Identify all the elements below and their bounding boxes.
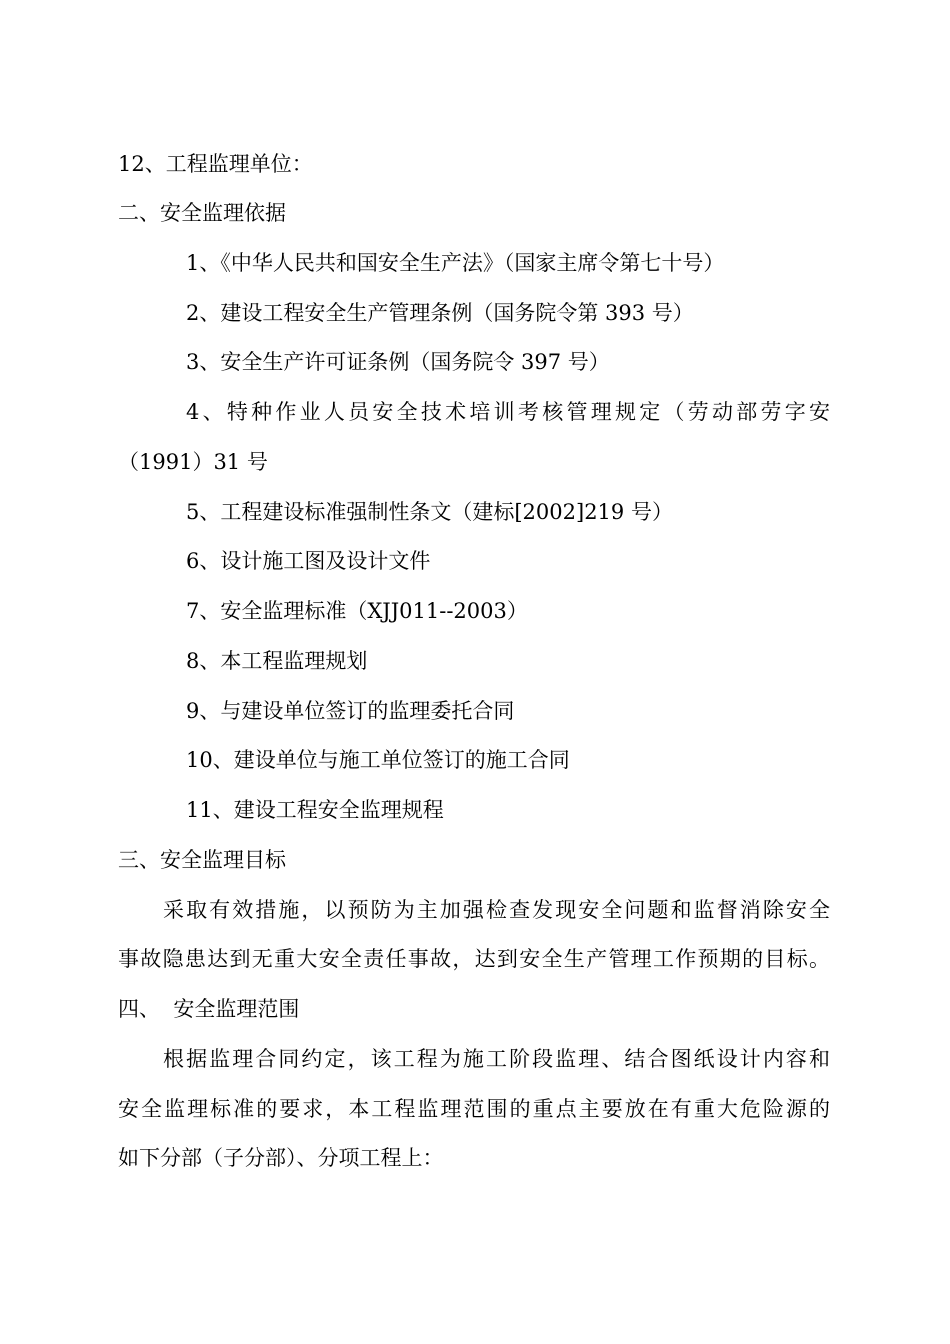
basis-item-6: 6、设计施工图及设计文件: [186, 549, 431, 573]
scope-paragraph-line-3: 如下分部（子分部）、分项工程上：: [118, 1146, 444, 1170]
basis-item-5: 5、工程建设标准强制性条文（建标[2002]219 号）: [186, 500, 673, 524]
section-heading-4: 四、 安全监理范围: [118, 997, 300, 1021]
scope-paragraph-line-2: 安全监理标准的要求，本工程监理范围的重点主要放在有重大危险源的: [118, 1097, 830, 1121]
basis-item-2: 2、建设工程安全生产管理条例（国务院令第 393 号）: [186, 301, 694, 325]
section-heading-3: 三、安全监理目标: [118, 848, 286, 872]
basis-item-11: 11、建设工程安全监理规程: [186, 798, 444, 822]
basis-item-10: 10、建设单位与施工单位签订的施工合同: [186, 748, 570, 772]
basis-item-1: 1、《中华人民共和国安全生产法》（国家主席令第七十号）: [186, 251, 725, 275]
basis-item-9: 9、与建设单位签订的监理委托合同: [186, 699, 515, 723]
basis-item-7: 7、安全监理标准（XJJ011--2003）: [186, 599, 528, 623]
basis-item-4-continued: （1991）31 号: [118, 450, 268, 474]
goal-paragraph-line-1: 采取有效措施，以预防为主加强检查发现安全问题和监督消除安全: [163, 898, 830, 922]
basis-item-3: 3、安全生产许可证条例（国务院令 397 号）: [186, 350, 610, 374]
goal-paragraph-line-2: 事故隐患达到无重大安全责任事故，达到安全生产管理工作预期的目标。: [118, 947, 830, 971]
basis-item-8: 8、本工程监理规划: [186, 649, 368, 673]
basis-item-4: 4、特种作业人员安全技术培训考核管理规定（劳动部劳字安: [186, 400, 830, 424]
item-12-supervision-unit: 12、工程监理单位：: [118, 152, 313, 176]
scope-paragraph-line-1: 根据监理合同约定，该工程为施工阶段监理、结合图纸设计内容和: [163, 1047, 830, 1071]
section-heading-2: 二、安全监理依据: [118, 201, 286, 225]
